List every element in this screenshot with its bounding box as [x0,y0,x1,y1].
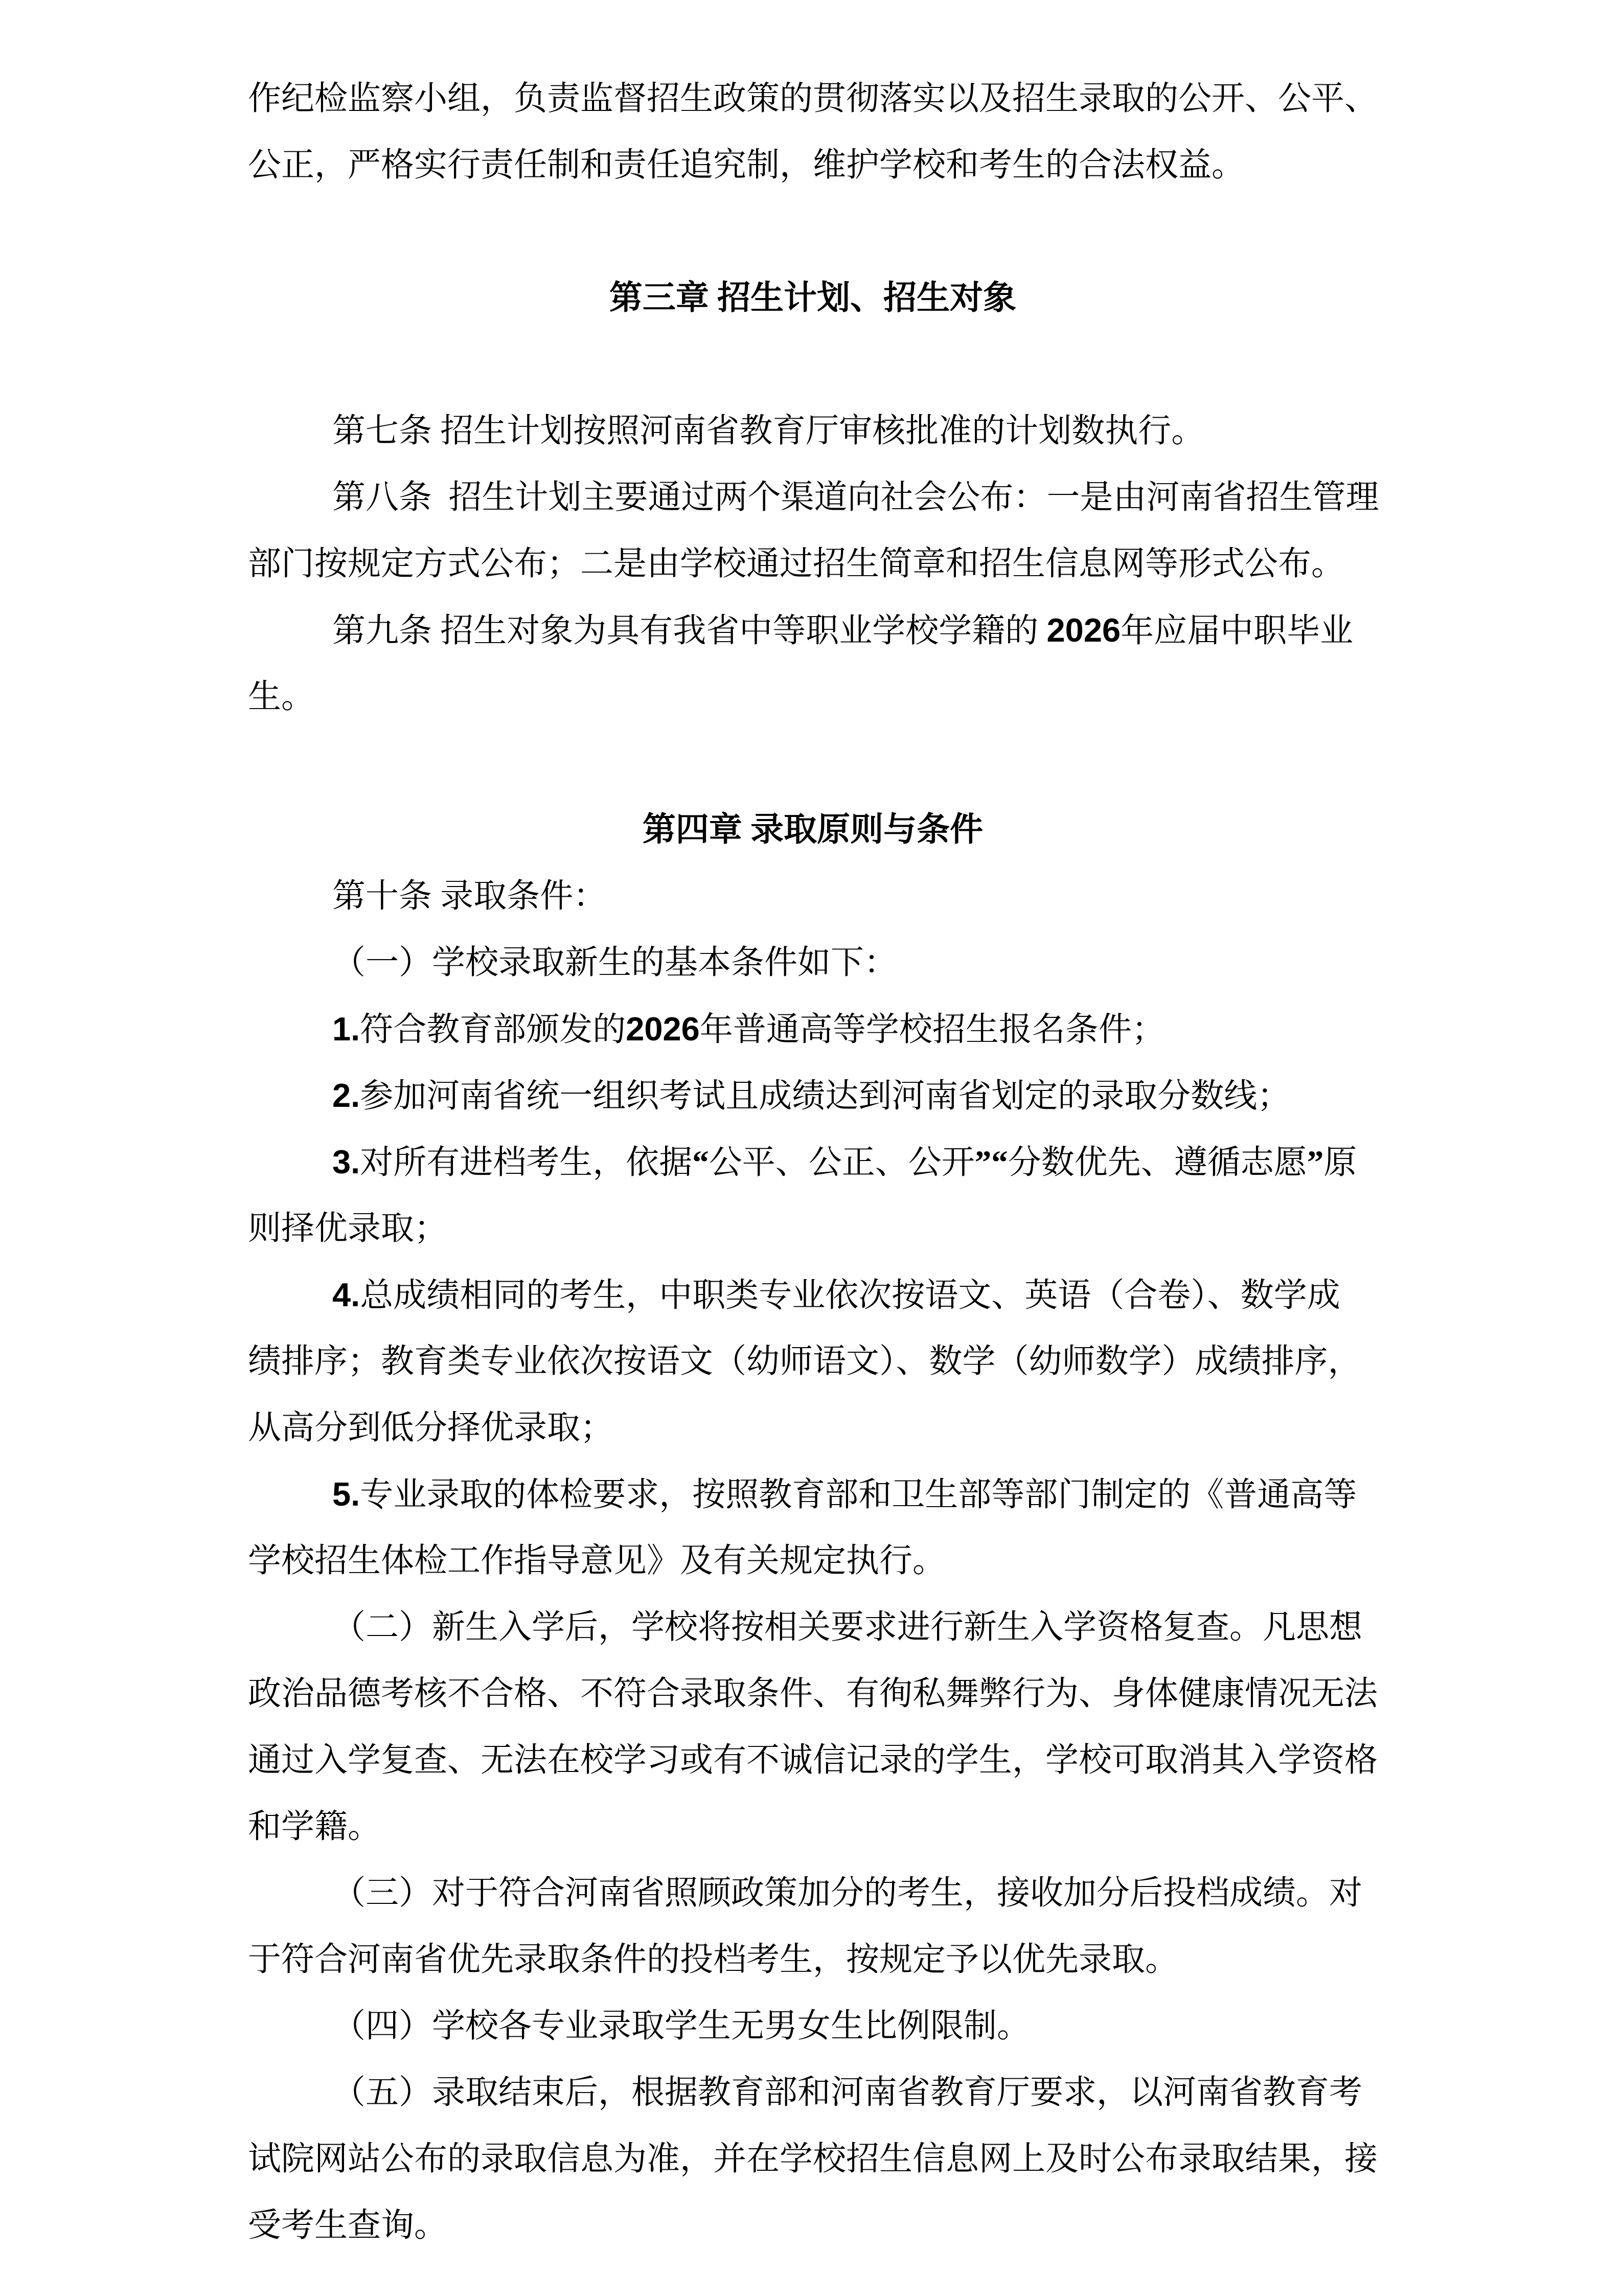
item-paren-5-line [248,2126,1378,2192]
text-segment: 于符合河南省优先录取条件的投档考生，按规定予以优先录取。 [248,1941,1179,1978]
article-9-line [248,597,1378,664]
item-4-line [248,1395,1378,1461]
text-segment: 部门按规定方式公布；二是由学校通过招生简章和招生信息网等形式公布。 [248,545,1345,582]
text-segment: ” [1307,1144,1324,1181]
text-segment: 受考生查询。 [248,2207,448,2244]
text-segment: 第十条 录取条件： [332,878,607,915]
paragraph-line [248,132,1378,198]
text-segment: （四）学校各专业录取学生无男女生比例限制。 [332,2008,1031,2044]
text-segment: 2026 [626,1010,700,1048]
text-segment: （一）学校录取新生的基本条件如下： [332,944,898,981]
text-segment: 则择优录取； [248,1210,448,1247]
text-segment: 第九条 招生对象为具有我省中等职业学校学籍的 [332,612,1047,649]
blank-line [248,730,1378,797]
text-segment: 公平、公正、公开 [709,1144,975,1181]
text-segment: 生。 [248,678,315,715]
item-paren-2-line [248,1727,1378,1793]
text-segment: 4. [332,1276,360,1313]
blank-line [248,198,1378,265]
article-8-line [248,464,1378,531]
item-3-line [248,1195,1378,1262]
item-paren-2-line [248,1594,1378,1661]
item-4-line [248,1262,1378,1328]
text-segment: （五）录取结束后，根据教育部和河南省教育厅要求，以河南省教育考 [332,2074,1363,2111]
item-4-line [248,1328,1378,1395]
blank-line [248,331,1378,398]
text-segment: 试院网站公布的录取信息为准，并在学校招生信息网上及时公布录取结果，接 [248,2141,1378,2177]
item-paren-5-line [248,2192,1378,2259]
text-segment: 第三章 招生计划、招生对象 [609,280,1017,316]
article-10-line [248,863,1378,929]
text-segment: 学校招生体检工作指导意见》及有关规定执行。 [248,1542,946,1579]
item-paren-3-line [248,1926,1378,1993]
text-segment: 1. [332,1010,360,1048]
text-segment: 参加河南省统一组织考试且成绩达到河南省划定的录取分数线； [360,1078,1291,1115]
text-segment: 政治品德考核不合格、不符合录取条件、有徇私舞弊行为、身体健康情况无法 [248,1675,1378,1712]
text-segment: 对所有进档考生，依据 [360,1144,693,1181]
item-paren-5-line [248,2059,1378,2126]
item-paren-1-line [248,929,1378,996]
text-segment: 通过入学复查、无法在校学习或有不诚信记录的学生，学校可取消其入学资格 [248,1742,1378,1779]
item-3-line [248,1129,1378,1195]
text-segment: 第七条 招生计划按照河南省教育厅审核批准的计划数执行。 [332,413,1205,449]
item-paren-3-line [248,1860,1378,1926]
text-segment: 3. [332,1143,360,1180]
text-segment: 第四章 录取原则与条件 [642,811,984,848]
chapter-4-heading [248,797,1378,863]
text-segment: 从高分到低分择优录取； [248,1410,614,1446]
text-segment: 2. [332,1077,360,1114]
item-5-line [248,1461,1378,1528]
text-segment: 年普通高等学校招生报名条件； [699,1011,1165,1048]
item-paren-2-line [248,1661,1378,1727]
text-segment: 2026 [1046,611,1121,649]
text-segment: 专业录取的体检要求，按照教育部和卫生部等部门制定的《普通高等 [360,1476,1357,1513]
article-9-line [248,664,1378,730]
item-1-line [248,996,1378,1062]
item-paren-4-line [248,1993,1378,2059]
text-segment: 总成绩相同的考生，中职类专业依次按语文、英语（合卷）、数学成 [360,1277,1340,1314]
text-segment: 作纪检监察小组，负责监督招生政策的贯彻落实以及招生录取的公开、公平、 [248,80,1378,117]
text-segment: “ [692,1144,709,1181]
text-segment: （二）新生入学后，学校将按相关要求进行新生入学资格复查。凡思想 [332,1609,1363,1646]
text-segment: 分数优先、遵循志愿 [1008,1144,1307,1181]
item-5-line [248,1528,1378,1594]
text-segment: 符合教育部颁发的 [360,1011,626,1048]
item-2-line [248,1062,1378,1129]
text-segment: 公正，严格实行责任制和责任追究制，维护学校和考生的合法权益。 [248,147,1245,184]
text-segment: 和学籍。 [248,1808,381,1845]
document-body [248,65,1378,2259]
text-segment: 5. [332,1475,360,1513]
text-segment: （三）对于符合河南省照顾政策加分的考生，接收加分后投档成绩。对 [332,1875,1363,1912]
text-segment: ”“ [974,1144,1008,1181]
text-segment: 绩排序；教育类专业依次按语文（幼师语文）、数学（幼师数学）成绩排序， [248,1343,1361,1380]
text-segment: 年应届中职毕业 [1121,612,1354,649]
item-paren-2-line [248,1793,1378,1860]
article-8-line [248,531,1378,597]
text-segment: 原 [1323,1144,1357,1181]
chapter-3-heading [248,265,1378,331]
article-7-line [248,398,1378,464]
paragraph-line [248,65,1378,132]
text-segment: 第八条 招生计划主要通过两个渠道向社会公布：一是由河南省招生管理 [332,479,1379,516]
